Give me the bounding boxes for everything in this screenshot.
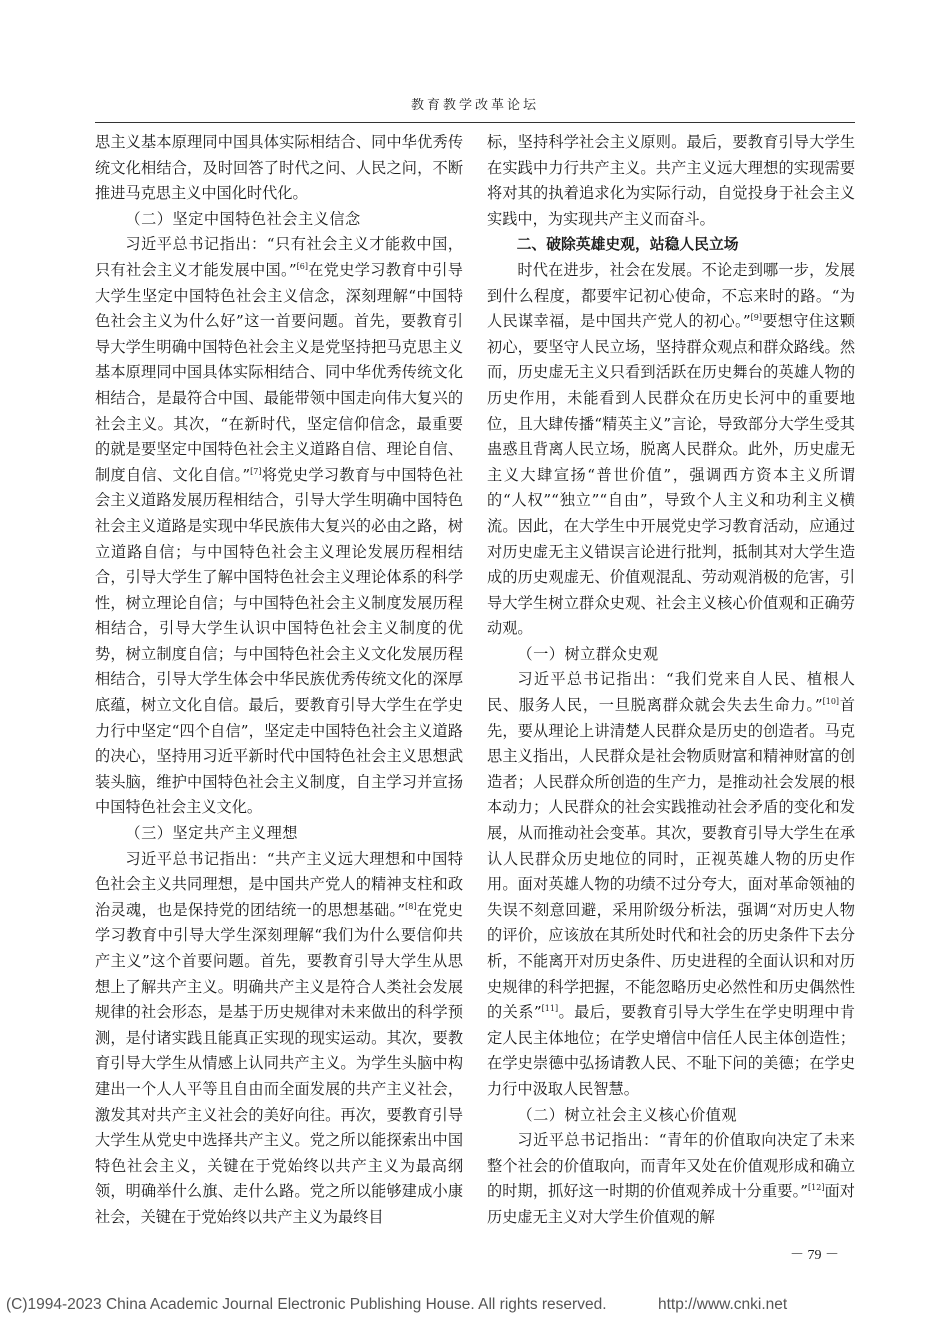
quote-text: 习近平总书记指出：“我们党来自人民、植根人民、服务人民，一旦脱离群众就会失去生命力。” [487, 670, 855, 715]
subheading-socialism-belief: （二）坚定中国特色社会主义信念 [125, 209, 361, 228]
paragraph-socialism-belief [95, 232, 463, 821]
header-divider [95, 122, 855, 123]
quote-text: 习近平总书记指出：“青年的价值取向决定了未来整个社会的价值取向，而青年又处在价值观形成和确立的时期，抓好这一时期的价值观养成十分重要。” [487, 1131, 855, 1201]
citation-ref[interactable]: [7] [250, 466, 262, 476]
subheading-communist-ideal: （三）坚定共产主义理想 [125, 824, 298, 843]
left-column [95, 130, 463, 1231]
footer [6, 1296, 946, 1314]
quote-text: 习近平总书记指出：“共产主义远大理想和中国特色社会主义共同理想，是中国共产党人的精神支柱和政治灵魂，也是保持党的团结统一的思想基础。” [95, 849, 463, 919]
subheading-core-values: （二）树立社会主义核心价值观 [517, 1105, 738, 1124]
page-number: － 79 － [790, 1248, 839, 1263]
body-text: 首先，要从理论上讲清楚人民群众是历史的创造者。马克思主义指出，人民群众是社会物质财富和精神财富的创造者；人民群众所创造的生产力，是推动社会发展的根本动力；人民群众的社会实践推动社会矛盾的变化和发展，从而推动社会变革。其次，要教育引导大学生在承认人民群众历史地位的同时，正视英雄人物的历史作用。面对英雄人物的功绩不过分夸大，面对革命领袖的失误不刻意回避，采用阶级分析法，强调“对历史人物的评价，应该放在其所处时代和社会的历史条件下去分析，不能离开对历史条件、历史进程的全面认识和对历史规律的科学把握，不能忽略历史必然性和历史偶然性的关系” [487, 696, 856, 1022]
body-text: 时代在进步，社会在发展。不论走到哪一步，发展到什么程度，都要牢记初心使命，不忘来时的路。“为人民谋幸福，是中国共产党人的初心。” [487, 260, 855, 331]
citation-ref[interactable]: [6] [296, 261, 308, 271]
citation-ref[interactable]: [8] [405, 901, 417, 911]
right-column [487, 130, 855, 1231]
citation-ref[interactable]: [11] [541, 1004, 559, 1014]
body-text: 。最后，要教育引导大学生在学史明理中肯定人民主体地位；在学史增信中信任人民主体创造性；在学史崇德中弘扬请教人民、不耻下问的美德；在学史力行中汲取人民智慧。 [487, 1003, 856, 1098]
body-text: 将党史学习教育与中国特色社会主义道路发展历程相结合，引导大学生明确中国特色社会主义道路是实现中华民族伟大复兴的必由之路，树立道路自信；与中国特色社会主义理论发展历程相结合，引导大学生了解中国特色社会主义理论体系的科学性，树立理论自信；与中国特色社会主义制度发展历程相结合，引导大学生认识中国特色社会主义制度的优势，树立制度自信；与中国特色社会主义文化发展历程相结合，引导大学生体会中华民族优秀传统文化的深厚底蕴，树立文化自信。最后，要教育引导大学生在学史力行中坚定“四个自信”，坚定走中国特色社会主义道路的决心，坚持用习近平新时代中国特色社会主义思想武装头脑，维护中国特色社会主义制度，自主学习并宣扬中国特色社会主义文化。 [95, 465, 464, 817]
body-text: 在党史学习教育中引导大学生坚定中国特色社会主义信念，深刻理解“中国特色社会主义为什么好”这一首要问题。首先，要教育引导大学生明确中国特色社会主义是党坚持把马克思主义基本原理同中国具体实际相结合、同中华优秀传统文化相结合，是最符合中国、最能带领中国走向伟大复兴的社会主义。其次，“在新时代，坚定信仰信念，最重要的就是要坚定中国特色社会主义道路自信、理论自信、制度自信、文化自信。” [95, 260, 463, 484]
citation-ref[interactable]: [12] [808, 1183, 825, 1193]
citation-ref[interactable]: [10] [822, 697, 840, 706]
paragraph-section-intro [487, 258, 855, 642]
paragraph-communist-continued: 标，坚持科学社会主义原则。最后，要教育引导大学生在实践中力行共产主义。共产主义远大理想的实现需要将对其的执着追求化为实际行动，自觉投身于社会主义实践中，为实现共产主义而奋斗。 [487, 133, 855, 228]
footer-url-link[interactable]: http://www.cnki.net [658, 1296, 788, 1313]
body-text: 面对历史虚无主义对大学生价值观的解 [487, 1182, 855, 1226]
body-text: 在党史学习教育中引导大学生深刻理解“我们为什么要信仰共产主义”这个首要问题。首先，要教育引导大学生从思想上了解共产主义。明确共产主义是符合人类社会发展规律的社会形态，是基于历史规律对未来做出的科学预测，是付诸实践且能真正实现的现实运动。其次，要教育引导大学生从情感上认同共产主义。为学生头脑中构建出一个人人平等且自由而全面发展的共产主义社会，激发其对共产主义社会的美好向往。再次，要教育引导大学生从党史中选择共产主义。党之所以能探索出中国特色社会主义，关键在于党始终以共产主义为最高纲领，明确举什么旗、走什么路。党之所以能够建成小康社会，关键在于党始终以共产主义为最终目 [95, 900, 463, 1226]
body-text: 要想守住这颗初心，要坚守人民立场，坚持群众观点和群众路线。然而，历史虚无主义只看到活跃在历史舞台的英雄人物的历史作用，未能看到人民群众在历史长河中的重要地位，且大肆传播“精英主义”言论，导致部分大学生受其蛊惑且背离人民立场，脱离人民群众。此外，历史虚无主义大肆宣扬“普世价值”，强调西方资本主义所谓的“人权”“独立”“自由”，导致个人主义和功利主义横流。因此，在大学生中开展党史学习教育活动，应通过对历史虚无主义错误言论进行批判，抵制其对大学生造成的历史观虚无、价值观混乱、劳动观消极的危害，引导大学生树立群众史观、社会主义核心价值观和正确劳动观。 [487, 312, 855, 638]
paragraph-communist-ideal [95, 847, 463, 1231]
paragraph-intro-continued: 思主义基本原理同中国具体实际相结合、同中华优秀传统文化相结合，及时回答了时代之问、人民之问，不断推进马克思主义中国化时代化。 [95, 133, 463, 203]
paragraph-mass-history-view [487, 667, 855, 1102]
section-heading-people-stance: 二、破除英雄史观，站稳人民立场 [516, 236, 739, 254]
paragraph-core-values [487, 1128, 855, 1230]
subheading-mass-history-view: （一）树立群众史观 [517, 644, 659, 663]
quote-text: 习近平总书记指出：“只有社会主义才能救中国，只有社会主义才能发展中国。” [95, 235, 463, 279]
journal-header-title: 教育教学改革论坛 [410, 98, 539, 113]
citation-ref[interactable]: [9] [750, 313, 762, 323]
footer-copyright: (C)1994-2023 China Academic Journal Electronic Publishing House. All rights reserved. [6, 1296, 607, 1313]
